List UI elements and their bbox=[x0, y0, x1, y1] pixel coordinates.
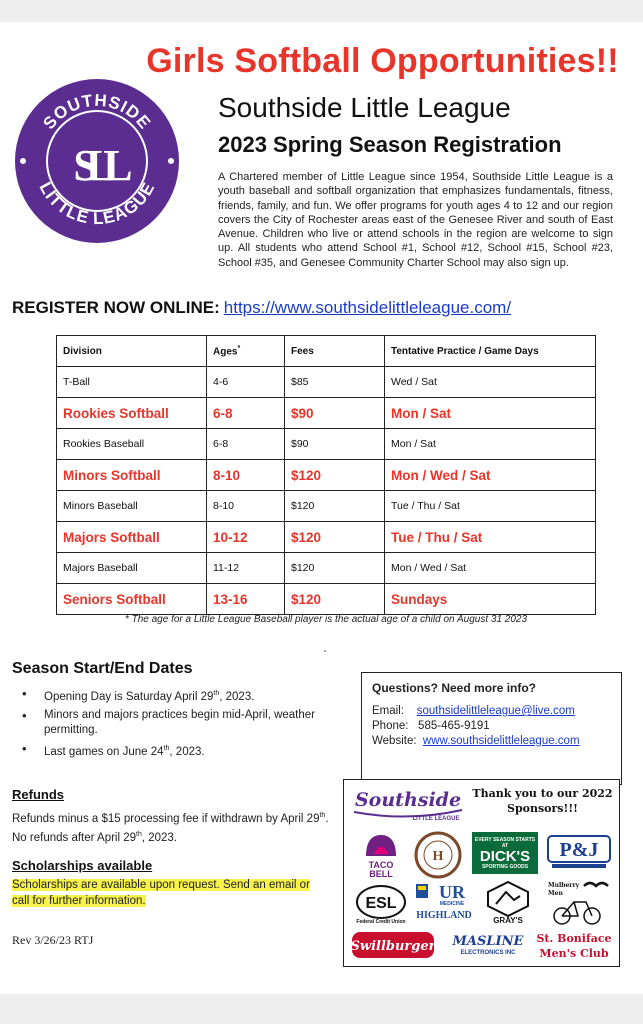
svg-text:Swillburger: Swillburger bbox=[350, 939, 436, 954]
contact-email-row: Email: southsidelittleleague@live.com bbox=[372, 705, 575, 717]
logo-top-text: SOUTHSIDE bbox=[39, 90, 155, 133]
cell-division: Majors Baseball bbox=[57, 553, 207, 584]
sponsor-dicks: EVERY SEASON STARTS AT DICK'S SPORTING GOODS bbox=[472, 832, 538, 874]
table-row bbox=[57, 460, 596, 491]
svg-text:St. Boniface: St. Boniface bbox=[536, 932, 612, 945]
cell-ages: 13-16 bbox=[207, 584, 285, 615]
sponsor-st-boniface bbox=[534, 928, 614, 962]
revision-note: Rev 3/26/23 RTJ bbox=[12, 933, 94, 947]
list-item: • Minors and majors practices begin mid-April, weather permitting. bbox=[22, 708, 322, 738]
svg-text:MEDICINE: MEDICINE bbox=[439, 901, 465, 907]
cell-ages: 6-8 bbox=[207, 398, 285, 429]
svg-text:ESL: ESL bbox=[365, 895, 397, 912]
refunds-title: Refunds bbox=[12, 787, 64, 802]
svg-text:Men's Club: Men's Club bbox=[539, 947, 609, 960]
table-row bbox=[57, 584, 596, 615]
cell-division: Rookies Baseball bbox=[57, 429, 207, 460]
cell-days: Tue / Thu / Sat bbox=[385, 491, 596, 522]
league-logo bbox=[12, 76, 182, 246]
contact-question: Questions? Need more info? bbox=[372, 681, 537, 695]
cell-division: Seniors Softball bbox=[57, 584, 207, 615]
divisions-table bbox=[56, 335, 596, 615]
sponsor-mulberry-men bbox=[544, 878, 610, 926]
cell-ages: 8-10 bbox=[207, 460, 285, 491]
svg-text:BELL: BELL bbox=[369, 869, 393, 878]
cell-ages: 4-6 bbox=[207, 367, 285, 398]
contact-email-link[interactable]: southsidelittleleague@live.com bbox=[416, 705, 575, 717]
cell-division: T-Ball bbox=[57, 367, 207, 398]
logo-bottom-text: LITTLE LEAGUE bbox=[35, 178, 159, 229]
contact-box bbox=[361, 672, 622, 785]
cell-division: Minors Softball bbox=[57, 460, 207, 491]
svg-text:GRAY'S: GRAY'S bbox=[493, 916, 523, 924]
table-footnote: * The age for a Little League Baseball player is the actual age of a child on August 31 2023 bbox=[124, 614, 528, 625]
scholarships-text: Scholarships are available upon request. Send an email or call for further information. bbox=[12, 879, 310, 907]
cell-ages: 8-10 bbox=[207, 491, 285, 522]
table-row bbox=[57, 522, 596, 553]
contact-website-row: Website: www.southsidelittleleague.com bbox=[372, 735, 580, 747]
register-link[interactable]: https://www.southsidelittleleague.com/ bbox=[223, 298, 512, 317]
season-dates-list bbox=[22, 686, 322, 763]
cell-fees: $120 bbox=[285, 491, 385, 522]
flyer-page bbox=[0, 22, 643, 994]
contact-phone-row: Phone: 585-465-9191 bbox=[372, 720, 490, 732]
header-fees: Fees bbox=[285, 336, 385, 367]
sponsor-pj bbox=[546, 830, 612, 872]
season-title: 2023 Spring Season Registration bbox=[218, 132, 562, 157]
cell-fees: $90 bbox=[285, 398, 385, 429]
table-body bbox=[57, 367, 596, 615]
ages-footnote-mark: * bbox=[237, 344, 241, 352]
sponsor-taco-bell bbox=[356, 832, 406, 878]
scholarships-title: Scholarships available bbox=[12, 858, 153, 873]
sponsors-box bbox=[343, 779, 620, 967]
table-row bbox=[57, 398, 596, 429]
headline: Girls Softball Opportunities!! bbox=[146, 42, 619, 80]
cell-fees: $90 bbox=[285, 429, 385, 460]
svg-text:Mulberry: Mulberry bbox=[548, 882, 580, 889]
table-row bbox=[57, 429, 596, 460]
table-row bbox=[57, 553, 596, 584]
svg-text:P&J: P&J bbox=[559, 839, 599, 861]
svg-text:ELECTRONICS INC: ELECTRONICS INC bbox=[460, 950, 516, 956]
cell-days: Sundays bbox=[385, 584, 596, 615]
cell-days: Tue / Thu / Sat bbox=[385, 522, 596, 553]
stray-dot bbox=[324, 650, 326, 652]
table-header-row bbox=[57, 336, 596, 367]
list-item: • Last games on June 24th, 2023. bbox=[22, 741, 322, 760]
cell-ages: 6-8 bbox=[207, 429, 285, 460]
cell-days: Mon / Sat bbox=[385, 429, 596, 460]
logo-monogram: SLL bbox=[73, 141, 121, 190]
svg-text:MASLINE: MASLINE bbox=[452, 934, 524, 949]
cell-fees: $120 bbox=[285, 522, 385, 553]
contact-phone: 585-465-9191 bbox=[418, 720, 490, 732]
cell-days: Mon / Wed / Sat bbox=[385, 460, 596, 491]
svg-text:Men: Men bbox=[548, 890, 563, 897]
header-division: Division bbox=[57, 336, 207, 367]
org-name: Southside Little League bbox=[218, 92, 511, 123]
sponsor-banner-logo bbox=[352, 786, 464, 822]
svg-text:Federal Credit Union: Federal Credit Union bbox=[356, 919, 406, 924]
svg-text:Southside: Southside bbox=[354, 789, 462, 811]
cell-fees: $85 bbox=[285, 367, 385, 398]
sponsor-grays bbox=[482, 880, 534, 924]
cell-fees: $120 bbox=[285, 460, 385, 491]
cell-ages: 10-12 bbox=[207, 522, 285, 553]
svg-text:LITTLE LEAGUE: LITTLE LEAGUE bbox=[412, 816, 460, 822]
cell-division: Rookies Softball bbox=[57, 398, 207, 429]
sponsor-hedonist bbox=[412, 830, 464, 880]
cell-division: Minors Baseball bbox=[57, 491, 207, 522]
svg-text:HIGHLAND: HIGHLAND bbox=[416, 910, 472, 921]
svg-text:H: H bbox=[432, 849, 444, 864]
cell-days: Mon / Sat bbox=[385, 398, 596, 429]
sponsor-masline bbox=[448, 930, 528, 960]
refunds-text: Refunds minus a $15 processing fee if withdrawn by April 29th. No refunds after April 29th, 2023. bbox=[12, 812, 329, 844]
contact-website-link[interactable]: www.southsidelittleleague.com bbox=[422, 735, 580, 747]
cell-days: Mon / Wed / Sat bbox=[385, 553, 596, 584]
cell-division: Majors Softball bbox=[57, 522, 207, 553]
svg-text:UR: UR bbox=[439, 882, 465, 902]
table-row bbox=[57, 491, 596, 522]
table-row bbox=[57, 367, 596, 398]
cell-fees: $120 bbox=[285, 553, 385, 584]
register-label: REGISTER NOW ONLINE: bbox=[12, 298, 220, 317]
sponsor-ur-highland bbox=[414, 880, 474, 924]
sponsor-thanks: Thank you to our 2022 Sponsors!!! bbox=[472, 787, 613, 815]
list-item: • Opening Day is Saturday April 29th, 2023. bbox=[22, 686, 322, 705]
intro-paragraph: A Chartered member of Little League since 1954, Southside Little League is a youth baseball and softball organization that emphasizes fundamentals, fitness, friends, family, and fun. We offer programs for youth ages 4 to 12 and our region covers the City of Rochester areas east of the Genesee River and south of East Avenue. Children who live or attend schools in the region are welcome to sign up. All students who attend School #1, School #12, School #15, School #23, School #35, and Genesee Community Charter School may also sign up. bbox=[218, 171, 613, 269]
header-ages: Ages* bbox=[207, 336, 285, 367]
season-dates-title: Season Start/End Dates bbox=[12, 660, 193, 677]
svg-text:TACO: TACO bbox=[368, 860, 394, 870]
cell-fees: $120 bbox=[285, 584, 385, 615]
cell-days: Wed / Sat bbox=[385, 367, 596, 398]
header-days: Tentative Practice / Game Days bbox=[385, 336, 596, 367]
sponsor-swillburger bbox=[350, 930, 436, 960]
sponsor-esl bbox=[354, 884, 408, 924]
cell-ages: 11-12 bbox=[207, 553, 285, 584]
register-line bbox=[12, 298, 511, 318]
